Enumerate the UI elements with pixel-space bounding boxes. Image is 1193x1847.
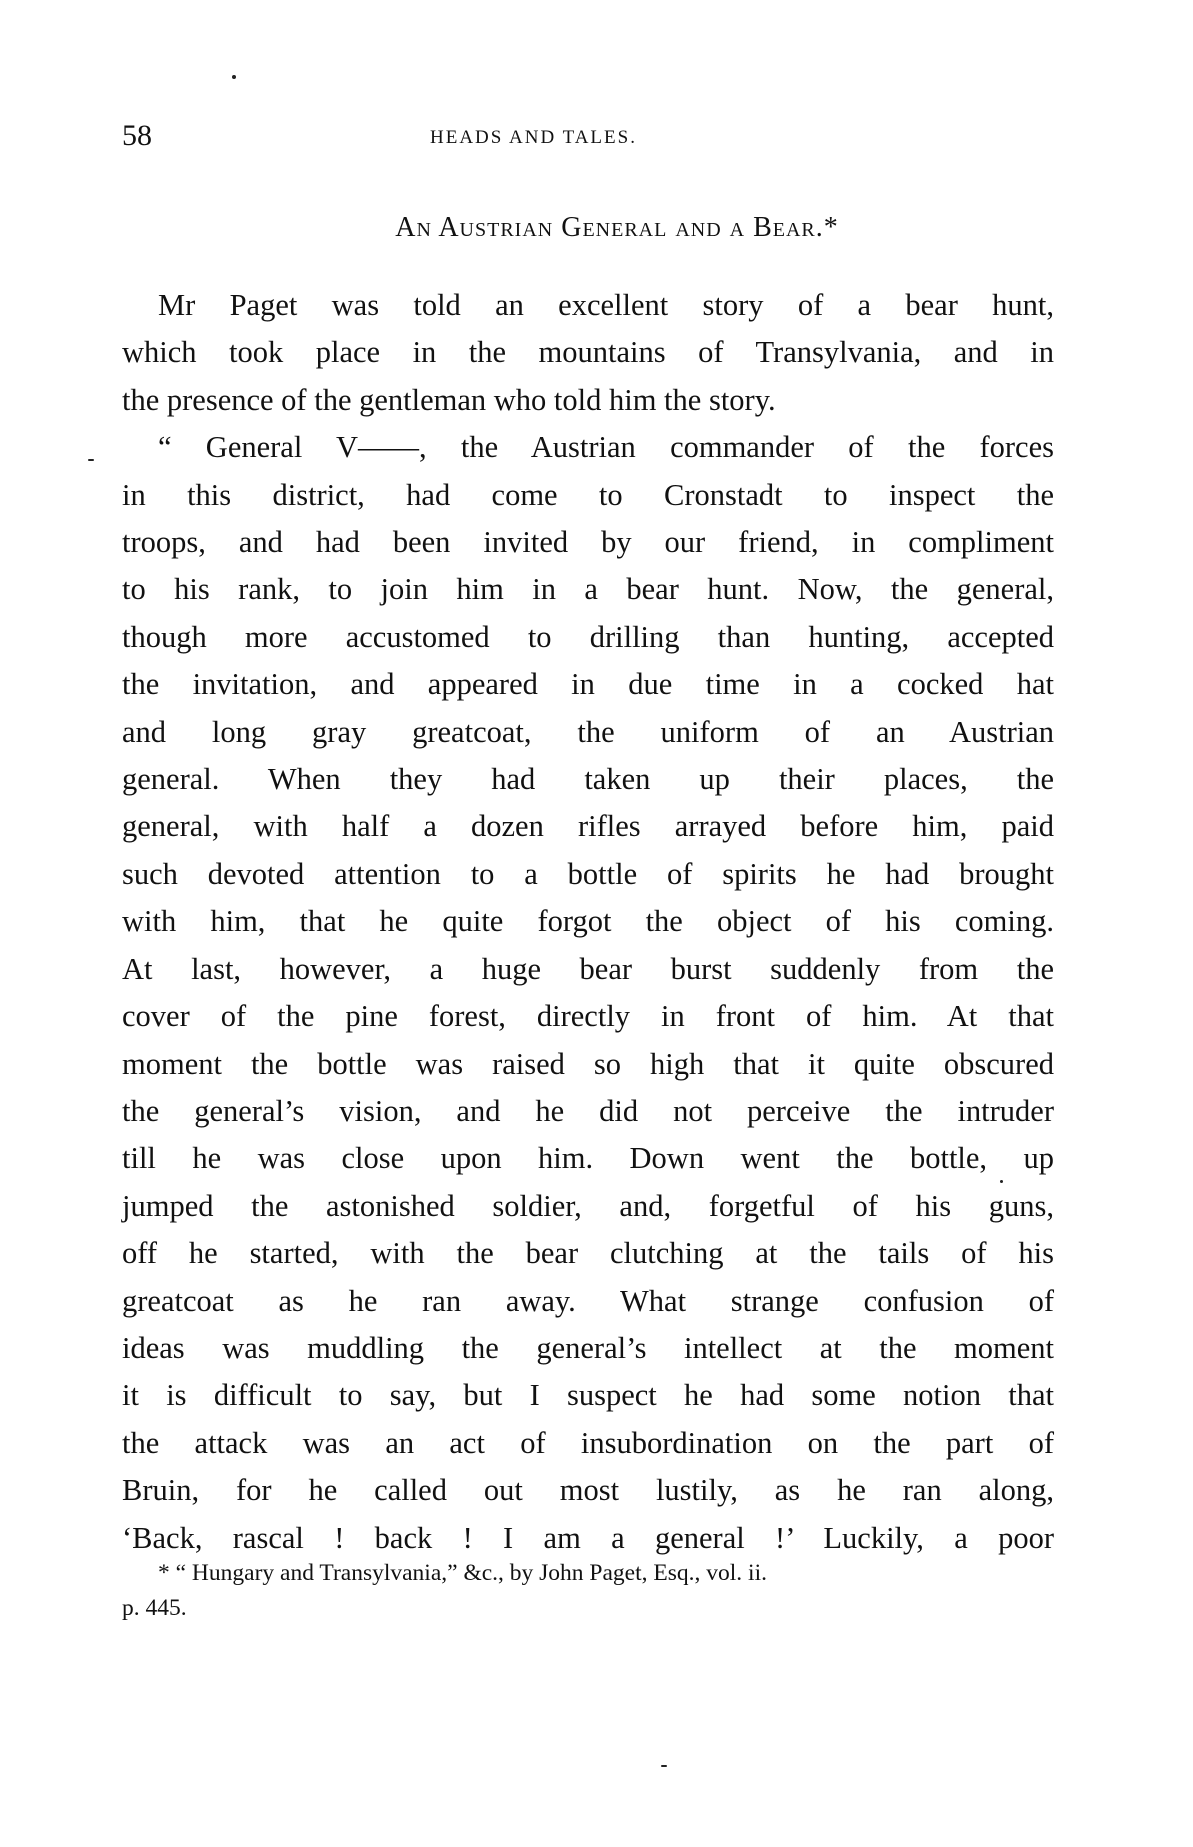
text-line: though more accustomed to drilling than hunting, accepted [122, 619, 1054, 654]
text-line: “ General V——, the Austrian commander of the forces [158, 430, 1054, 465]
paragraph-1 [122, 282, 1054, 424]
footnote [122, 1556, 1054, 1626]
footnote-line: * “ Hungary and Transylvania,” &c., by John Paget, Esq., vol. ii. [158, 1560, 767, 1586]
text-line: such devoted attention to a bottle of spirits he had brought [122, 856, 1054, 891]
page-number: 58 [122, 119, 152, 152]
text-line: troops, and had been invited by our friend, in compliment [122, 525, 1054, 560]
chapter-title: An Austrian General and a Bear.* [395, 212, 839, 243]
text-line: ‘Back, rascal ! back ! I am a general !’ Luckily, a poor [122, 1520, 1054, 1555]
text-line: Mr Paget was told an excellent story of a bear hunt, [158, 288, 1054, 322]
text-line: with him, that he quite forgot the object of his coming. [122, 904, 1054, 939]
text-line: the general’s vision, and he did not perceive the intruder [122, 1093, 1054, 1128]
text-line: ideas was muddling the general’s intellect at the moment [122, 1330, 1054, 1365]
text-line: off he started, with the bear clutching at the tails of his [122, 1236, 1054, 1271]
running-head: HEADS AND TALES. [430, 127, 637, 148]
text-line: moment the bottle was raised so high that it quite obscured [122, 1046, 1054, 1081]
ink-speck [661, 1765, 667, 1767]
text-line: to his rank, to join him in a bear hunt. Now, the general, [122, 572, 1054, 607]
text-line: and long gray greatcoat, the uniform of an Austrian [122, 714, 1054, 749]
text-line: greatcoat as he ran away. What strange confusion of [122, 1283, 1054, 1318]
text-line: the presence of the gentleman who told him the story. [122, 382, 776, 417]
text-line: cover of the pine forest, directly in front of him. At that [122, 999, 1054, 1034]
body-text [122, 282, 1054, 1562]
text-line: the invitation, and appeared in due time in a cocked hat [122, 667, 1054, 702]
ink-speck [232, 75, 236, 79]
text-line: in this district, had come to Cronstadt to inspect the [122, 477, 1054, 512]
text-line: which took place in the mountains of Transylvania, and in [122, 335, 1054, 370]
margin-dash [88, 459, 94, 461]
paragraph-2 [122, 424, 1054, 1562]
text-line: jumped the astonished soldier, and, forgetful of his guns, [122, 1188, 1054, 1223]
text-line: At last, however, a huge bear burst suddenly from the [122, 951, 1054, 986]
text-line: general. When they had taken up their places, the [122, 762, 1054, 797]
page-header [122, 116, 1072, 156]
text-line: till he was close upon him. Down went the bottle, up [122, 1141, 1054, 1176]
text-line: it is difficult to say, but I suspect he had some notion that [122, 1378, 1054, 1413]
text-line: Bruin, for he called out most lustily, as he ran along, [122, 1473, 1054, 1508]
footnote-line: p. 445. [122, 1595, 187, 1621]
text-line: general, with half a dozen rifles arrayed before him, paid [122, 809, 1054, 844]
text-line: the attack was an act of insubordination on the part of [122, 1425, 1054, 1460]
